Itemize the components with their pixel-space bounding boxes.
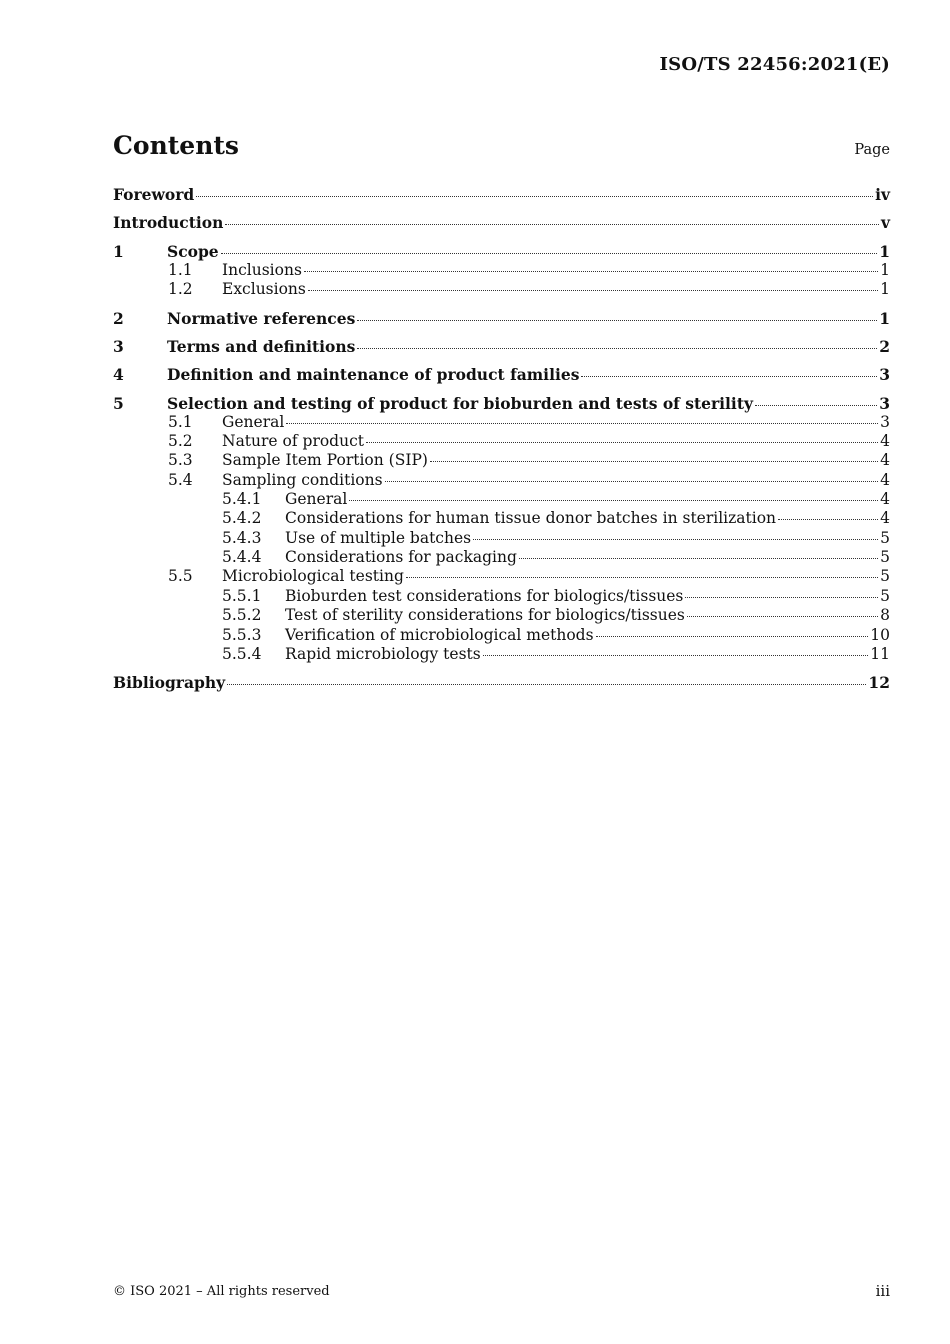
toc-entry[interactable] bbox=[113, 394, 890, 413]
toc-dot-leader bbox=[349, 499, 878, 501]
toc-entry[interactable] bbox=[113, 673, 890, 692]
toc-entry-title: Verification of microbiological methods bbox=[285, 626, 594, 644]
toc-entry[interactable] bbox=[113, 309, 890, 328]
toc-entry-page: 5 bbox=[880, 529, 890, 547]
toc-dot-leader bbox=[221, 252, 878, 254]
toc-entry-page: 1 bbox=[879, 242, 890, 261]
toc-entry-title: Normative references bbox=[167, 309, 356, 328]
page-number: iii bbox=[875, 1282, 890, 1300]
toc-entry-page: 10 bbox=[870, 626, 890, 644]
toc-entry[interactable] bbox=[113, 471, 890, 490]
toc-entry-title: Test of sterility considerations for biologics/tissues bbox=[285, 606, 685, 624]
toc-dot-leader bbox=[196, 195, 873, 197]
toc-entry-page: 5 bbox=[880, 587, 890, 605]
page-column-label: Page bbox=[854, 142, 890, 158]
toc-entry-number: 4 bbox=[113, 365, 124, 384]
toc-entry[interactable] bbox=[113, 606, 890, 625]
toc-entry-page: v bbox=[880, 213, 890, 232]
toc-dot-leader bbox=[430, 460, 878, 462]
toc-dot-leader bbox=[286, 422, 878, 424]
toc-dot-leader bbox=[473, 538, 878, 540]
toc-entry-number: 5.5.1 bbox=[222, 587, 262, 605]
toc-entry-number: 5 bbox=[113, 394, 124, 413]
toc-entry[interactable] bbox=[113, 185, 890, 204]
toc-entry-number: 3 bbox=[113, 337, 124, 356]
toc-entry-title: Considerations for packaging bbox=[285, 548, 517, 566]
toc-entry-number: 5.4.4 bbox=[222, 548, 262, 566]
toc-entry-page: iv bbox=[875, 185, 890, 204]
toc-entry-page: 1 bbox=[879, 309, 890, 328]
toc-entry-title: Considerations for human tissue donor batches in sterilization bbox=[285, 509, 777, 527]
toc-entry[interactable] bbox=[113, 548, 890, 567]
toc-entry-number: 2 bbox=[113, 309, 124, 328]
toc-dot-leader bbox=[581, 375, 877, 377]
toc-entry-page: 3 bbox=[879, 365, 890, 384]
toc-entry-title: Definition and maintenance of product families bbox=[167, 365, 580, 384]
toc-entry[interactable] bbox=[113, 645, 890, 664]
toc-entry-number: 5.1 bbox=[168, 413, 193, 431]
toc-entry-title: Bioburden test considerations for biologics/tissues bbox=[285, 587, 684, 605]
toc-entry-number: 5.4.2 bbox=[222, 509, 262, 527]
toc-entry[interactable] bbox=[113, 626, 890, 645]
toc-entry[interactable] bbox=[113, 413, 890, 432]
toc-dot-leader bbox=[308, 289, 878, 291]
toc-dot-leader bbox=[483, 654, 869, 656]
contents-heading: Contents bbox=[113, 131, 240, 160]
toc-entry[interactable] bbox=[113, 365, 890, 384]
toc-entry-title: Sampling conditions bbox=[222, 471, 383, 489]
toc-dot-leader bbox=[304, 270, 878, 272]
toc-entry[interactable] bbox=[113, 587, 890, 606]
toc-entry-page: 3 bbox=[880, 413, 890, 431]
toc-entry-title: Nature of product bbox=[222, 432, 364, 450]
toc-entry-title: General bbox=[222, 413, 285, 431]
toc-entry[interactable] bbox=[113, 261, 890, 280]
toc-entry-number: 1.2 bbox=[168, 280, 193, 298]
toc-entry-page: 8 bbox=[880, 606, 890, 624]
toc-entry-page: 1 bbox=[880, 280, 890, 298]
toc-entry-page: 5 bbox=[880, 567, 890, 585]
toc-entry-title: Selection and testing of product for bioburden and tests of sterility bbox=[167, 394, 753, 413]
toc-entry-title: Sample Item Portion (SIP) bbox=[222, 451, 428, 469]
toc-entry-page: 4 bbox=[880, 490, 890, 508]
toc-dot-leader bbox=[685, 596, 878, 598]
toc-entry[interactable] bbox=[113, 567, 890, 586]
toc-entry-title: Bibliography bbox=[113, 673, 226, 692]
toc-dot-leader bbox=[596, 635, 869, 637]
toc-entry-number: 5.5.3 bbox=[222, 626, 262, 644]
toc-entry-title: Scope bbox=[167, 242, 219, 261]
toc-entry-page: 3 bbox=[879, 394, 890, 413]
toc-entry-title: Inclusions bbox=[222, 261, 302, 279]
toc-entry-number: 5.3 bbox=[168, 451, 193, 469]
toc-entry-number: 5.4.1 bbox=[222, 490, 262, 508]
toc-entry-page: 11 bbox=[870, 645, 890, 663]
toc-entry[interactable] bbox=[113, 490, 890, 509]
toc-entry-page: 5 bbox=[880, 548, 890, 566]
toc-entry[interactable] bbox=[113, 337, 890, 356]
toc-dot-leader bbox=[225, 223, 879, 225]
toc-entry-title: Terms and definitions bbox=[167, 337, 356, 356]
toc-entry-title: General bbox=[285, 490, 348, 508]
toc-entry-number: 5.2 bbox=[168, 432, 193, 450]
toc-entry[interactable] bbox=[113, 509, 890, 528]
toc-entry-number: 5.5.2 bbox=[222, 606, 262, 624]
toc-entry-number: 5.4.3 bbox=[222, 529, 262, 547]
toc-entry[interactable] bbox=[113, 451, 890, 470]
toc-entry[interactable] bbox=[113, 242, 890, 261]
toc-entry[interactable] bbox=[113, 213, 890, 232]
toc-entry-number: 5.5 bbox=[168, 567, 193, 585]
toc-entry-page: 12 bbox=[868, 673, 890, 692]
toc-entry-title: Exclusions bbox=[222, 280, 306, 298]
toc-entry-number: 5.5.4 bbox=[222, 645, 262, 663]
toc-dot-leader bbox=[357, 319, 877, 321]
toc-entry-number: 1.1 bbox=[168, 261, 193, 279]
toc-dot-leader bbox=[366, 441, 878, 443]
document-id: ISO/TS 22456:2021(E) bbox=[659, 54, 890, 75]
toc-entry-title: Rapid microbiology tests bbox=[285, 645, 481, 663]
toc-entry[interactable] bbox=[113, 529, 890, 548]
toc-dot-leader bbox=[778, 518, 878, 520]
toc-entry-title: Use of multiple batches bbox=[285, 529, 472, 547]
toc-entry-title: Foreword bbox=[113, 185, 195, 204]
toc-dot-leader bbox=[227, 683, 866, 685]
toc-dot-leader bbox=[755, 404, 877, 406]
toc-dot-leader bbox=[385, 480, 879, 482]
toc-entry-title: Microbiological testing bbox=[222, 567, 404, 585]
toc-dot-leader bbox=[406, 576, 878, 578]
toc-dot-leader bbox=[687, 615, 878, 617]
toc-entry-page: 4 bbox=[880, 432, 890, 450]
toc-entry-page: 4 bbox=[880, 471, 890, 489]
toc-entry-title: Introduction bbox=[113, 213, 224, 232]
toc-dot-leader bbox=[357, 347, 877, 349]
toc-entry-page: 2 bbox=[879, 337, 890, 356]
toc-entry[interactable] bbox=[113, 280, 890, 299]
toc-entry-number: 1 bbox=[113, 242, 124, 261]
toc-entry[interactable] bbox=[113, 432, 890, 451]
copyright-notice: © ISO 2021 – All rights reserved bbox=[113, 1284, 330, 1299]
toc-entry-page: 4 bbox=[880, 509, 890, 527]
toc-entry-page: 1 bbox=[880, 261, 890, 279]
toc-entry-page: 4 bbox=[880, 451, 890, 469]
toc-dot-leader bbox=[519, 557, 878, 559]
toc-entry-number: 5.4 bbox=[168, 471, 193, 489]
